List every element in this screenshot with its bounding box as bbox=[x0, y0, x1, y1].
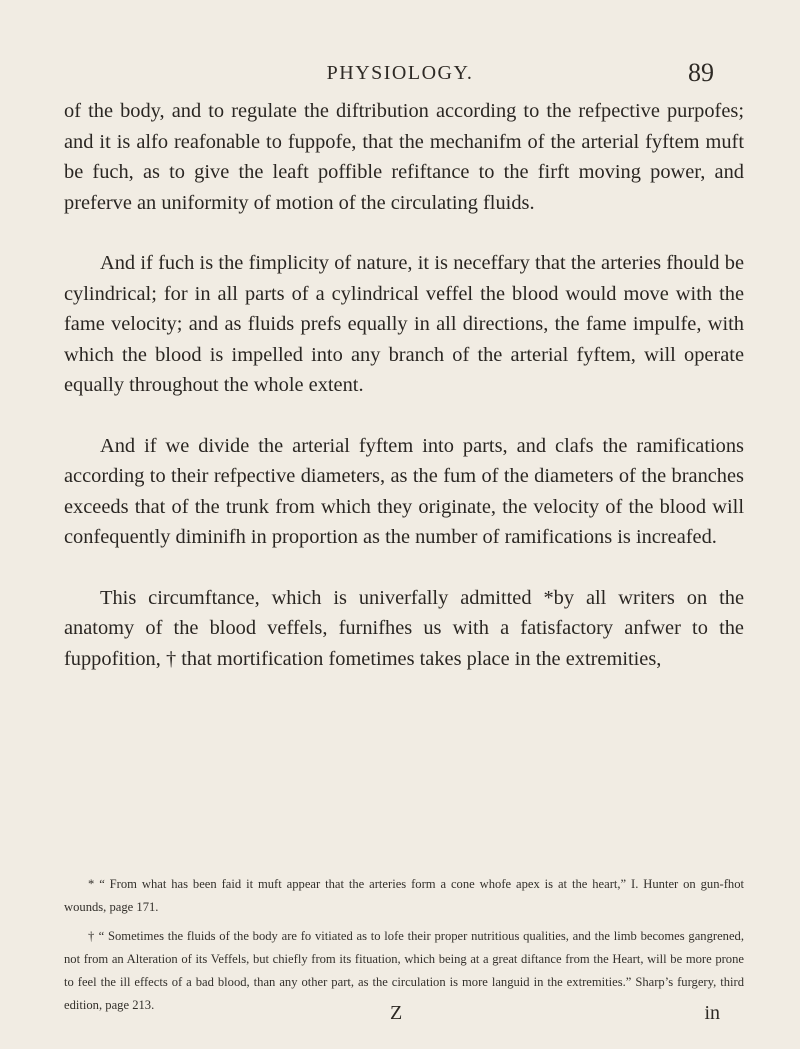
catchword: in bbox=[704, 1002, 720, 1024]
footnote: † “ Sometimes the fluids of the body are fo vitiated as to lofe their proper nutritious qualities, and the limb becomes gangrened, not from an Alteration of its Veffels, but chiefly from its fituation, which being at a great diftance from the Heart, will be more prone to feel the ill effects of a bad blood, than any other part, as the circulation is more languid in the extremities.” Sharp’s furgery, third edition, page 213. bbox=[64, 929, 744, 1012]
signature-mark: Z bbox=[390, 1002, 403, 1024]
paragraph: This circumftance, which is univerfally admitted *by all writers on the anatomy of the blood veffels, furnifhes us with a fatisfactory anfwer to the fuppofition, † that mortification fometimes takes place in the extremities, bbox=[64, 586, 744, 670]
footnote: * “ From what has been faid it muft appear that the arteries form a cone whofe apex is at the heart,” I. Hunter on gun-fhot wounds, page 171. bbox=[64, 877, 744, 914]
paragraph: And if we divide the arterial fyftem into parts, and clafs the ramifications according to their refpective diameters, as the fum of the diameters of the branches exceeds that of the trunk from which they originate, the velocity of the blood will confequently diminifh in proportion as the number of ramifications is increafed. bbox=[64, 434, 744, 548]
paragraph: And if fuch is the fimplicity of nature, it is neceffary that the arteries fhould be cylindrical; for in all parts of a cylindrical veffel the blood would move with the fame velocity; and as fluids prefs equally in all directions, the fame impulfe, with which the blood is impelled into any branch of the arterial fyftem, will operate equally throughout the whole extent. bbox=[64, 252, 744, 396]
page-number: 89 bbox=[688, 58, 714, 87]
footnotes bbox=[64, 873, 744, 1023]
body-text bbox=[64, 96, 744, 674]
page-header bbox=[0, 56, 800, 96]
running-title: PHYSIOLOGY. bbox=[326, 62, 474, 84]
paragraph: of the body, and to regulate the diftribution according to the refpective purpofes; and it is alfo reafonable to fuppofe, that the mechanifm of the arterial fyftem muft be fuch, as to give the leaft poffible refiftance to the firft moving power, and preferve an uniformity of motion of the circulating fluids. bbox=[64, 100, 744, 214]
page-footer bbox=[0, 1002, 800, 1032]
